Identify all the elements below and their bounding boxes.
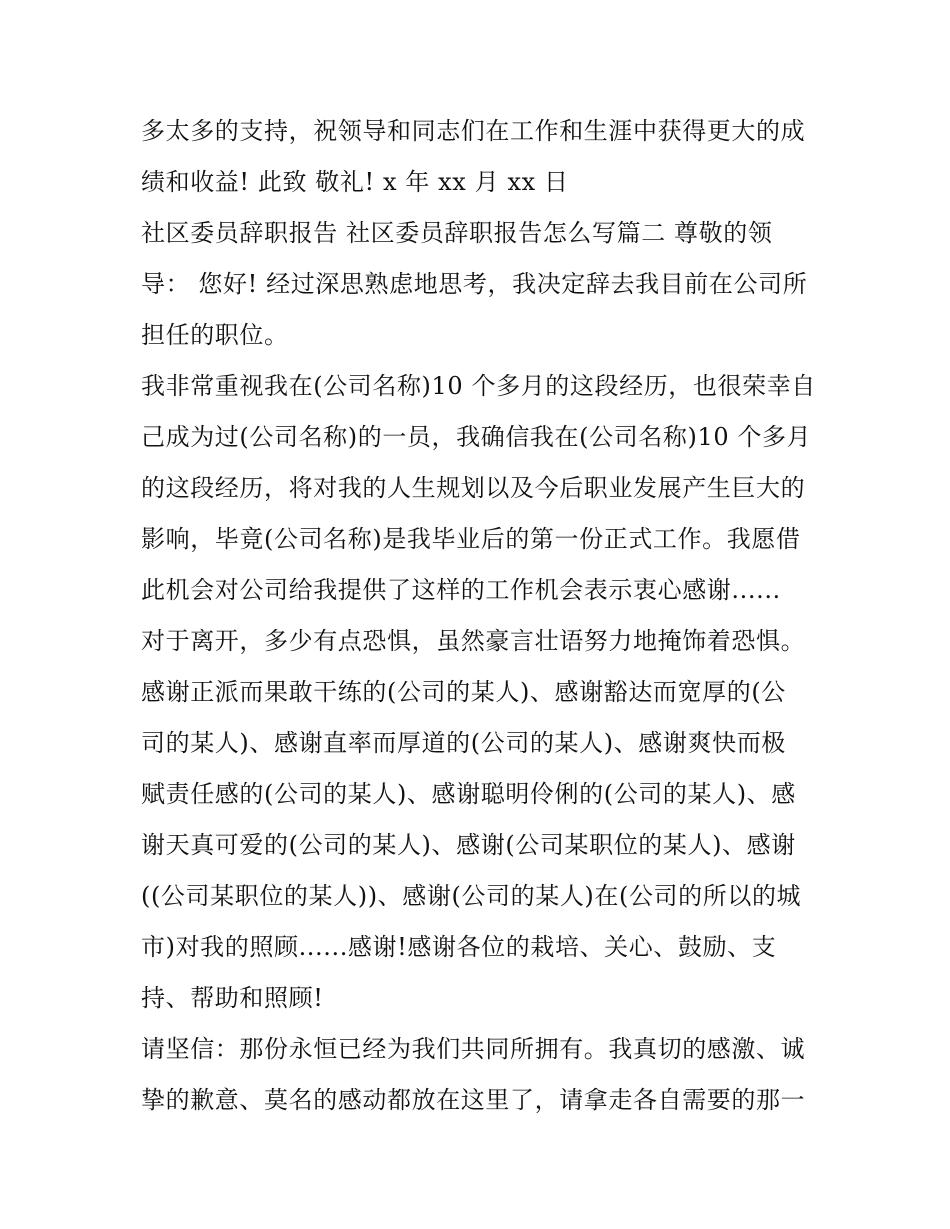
- text-line-19: 请坚信：那份永恒已经为我们共同所拥有。我真切的感激、诚: [141, 1035, 806, 1063]
- text-line-10: 此机会对公司给我提供了这样的工作机会表示衷心感谢......: [141, 576, 781, 604]
- text-line-3: 社区委员辞职报告 社区委员辞职报告怎么写篇二 尊敬的领: [141, 219, 773, 247]
- text-line-7: 己成为过(公司名称)的一员，我确信我在(公司名称)10 个多月: [141, 423, 812, 451]
- text-line-15: 谢天真可爱的(公司的某人)、感谢(公司某职位的某人)、感谢: [141, 831, 796, 859]
- text-line-9: 影响，毕竟(公司名称)是我毕业后的第一份正式工作。我愿借: [141, 525, 801, 553]
- text-line-5: 担任的职位。: [141, 321, 289, 349]
- text-line-6: 我非常重视我在(公司名称)10 个多月的这段经历，也很荣幸自: [141, 372, 816, 400]
- text-line-18: 持、帮助和照顾!: [141, 984, 324, 1012]
- document-text-body: [141, 106, 821, 1126]
- text-line-13: 司的某人)、感谢直率而厚道的(公司的某人)、感谢爽快而极: [141, 729, 786, 757]
- text-line-2: 绩和收益! 此致 敬礼! x 年 xx 月 xx 日: [141, 168, 569, 196]
- text-line-1: 多太多的支持，祝领导和同志们在工作和生涯中获得更大的成: [141, 117, 806, 145]
- text-line-12: 感谢正派而果敢干练的(公司的某人)、感谢豁达而宽厚的(公: [141, 678, 786, 706]
- text-line-17: 市)对我的照顾......感谢!感谢各位的栽培、关心、鼓励、支: [141, 933, 777, 961]
- text-line-14: 赋责任感的(公司的某人)、感谢聪明伶俐的(公司的某人)、感: [141, 780, 796, 808]
- text-line-20: 挚的歉意、莫名的感动都放在这里了，请拿走各自需要的那一: [141, 1086, 806, 1114]
- text-line-8: 的这段经历，将对我的人生规划以及今后职业发展产生巨大的: [141, 474, 806, 502]
- text-line-11: 对于离开，多少有点恐惧，虽然豪言壮语努力地掩饰着恐惧。: [141, 627, 806, 655]
- text-line-16: ((公司某职位的某人))、感谢(公司的某人)在(公司的所以的城: [141, 882, 802, 910]
- text-line-4: 导： 您好! 经过深思熟虑地思考，我决定辞去我目前在公司所: [141, 270, 808, 298]
